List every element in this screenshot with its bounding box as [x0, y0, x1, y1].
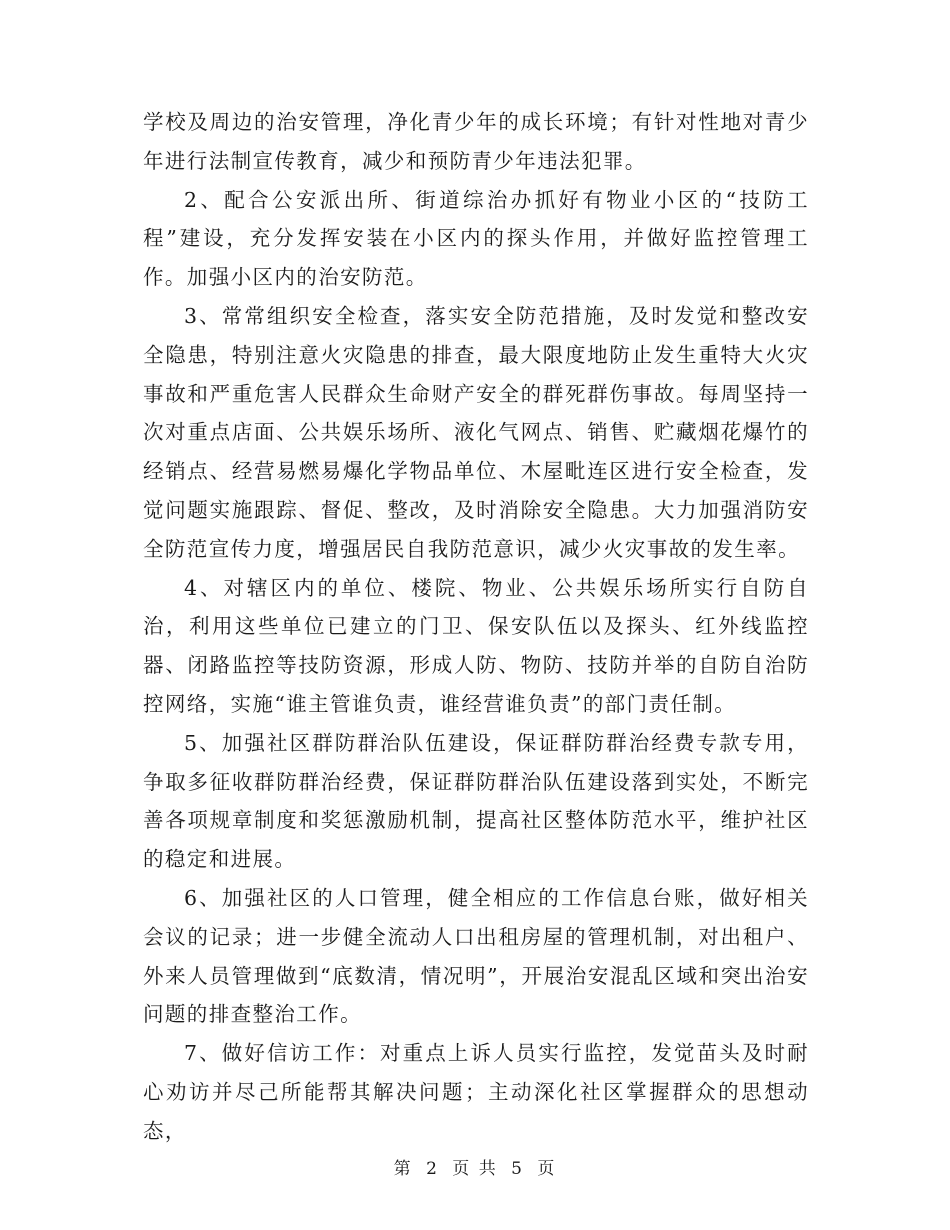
paragraph-1: 学校及周边的治安管理，净化青少年的成长环境；有针对性地对青少年进行法制宣传教育，减少和预防青少年违法犯罪。: [143, 110, 809, 173]
total-page-number: 5: [511, 1159, 524, 1179]
page-footer: [0, 1154, 950, 1179]
footer-middle: 页 共: [452, 1159, 498, 1179]
footer-suffix: 页: [537, 1159, 557, 1179]
paragraph-7: 7、做好信访工作：对重点上诉人员实行监控，发觉苗头及时耐心劝访并尽己所能帮其解决问题；主动深化社区掌握群众的思想动态，: [143, 1041, 809, 1143]
footer-prefix: 第: [393, 1159, 413, 1179]
paragraph-6: 6、加强社区的人口管理，健全相应的工作信息台账，做好相关会议的记录；进一步健全流动人口出租房屋的管理机制，对出租户、外来人员管理做到“底数清，情况明”，开展治安混乱区域和突出治安问题的排查整治工作。: [143, 885, 809, 1027]
paragraph-5: 5、加强社区群防群治队伍建设，保证群防群治经费专款专用，争取多征收群防群治经费，保证群防群治队伍建设落到实处，不断完善各项规章制度和奖惩激励机制，提高社区整体防范水平，维护社区的稳定和进展。: [143, 730, 809, 872]
paragraph-2: 2、配合公安派出所、街道综治办抓好有物业小区的“技防工程”建设，充分发挥安装在小区内的探头作用，并做好监控管理工作。加强小区内的治安防范。: [143, 187, 809, 290]
current-page-number: 2: [426, 1159, 439, 1179]
paragraph-3: 3、常常组织安全检查，落实安全防范措施，及时发觉和整改安全隐患，特别注意火灾隐患的排查，最大限度地防止发生重特大火灾事故和严重危害人民群众生命财产安全的群死群伤事故。每周坚持一次对重点店面、公共娱乐场所、液化气网点、销售、贮藏烟花爆竹的经销点、经营易燃易爆化学物品单位、木屋毗连区进行安全检查，发觉问题实施跟踪、督促、整改，及时消除安全隐患。大力加强消防安全防范宣传力度，增强居民自我防范意识，减少火灾事故的发生率。: [143, 303, 809, 561]
document-body: [143, 103, 809, 1151]
paragraph-4: 4、对辖区内的单位、楼院、物业、公共娱乐场所实行自防自治，利用这些单位已建立的门卫、保安队伍以及探头、红外线监控器、闭路监控等技防资源，形成人防、物防、技防并举的自防自治防控网络，实施“谁主管谁负责，谁经营谁负责”的部门责任制。: [143, 575, 809, 716]
